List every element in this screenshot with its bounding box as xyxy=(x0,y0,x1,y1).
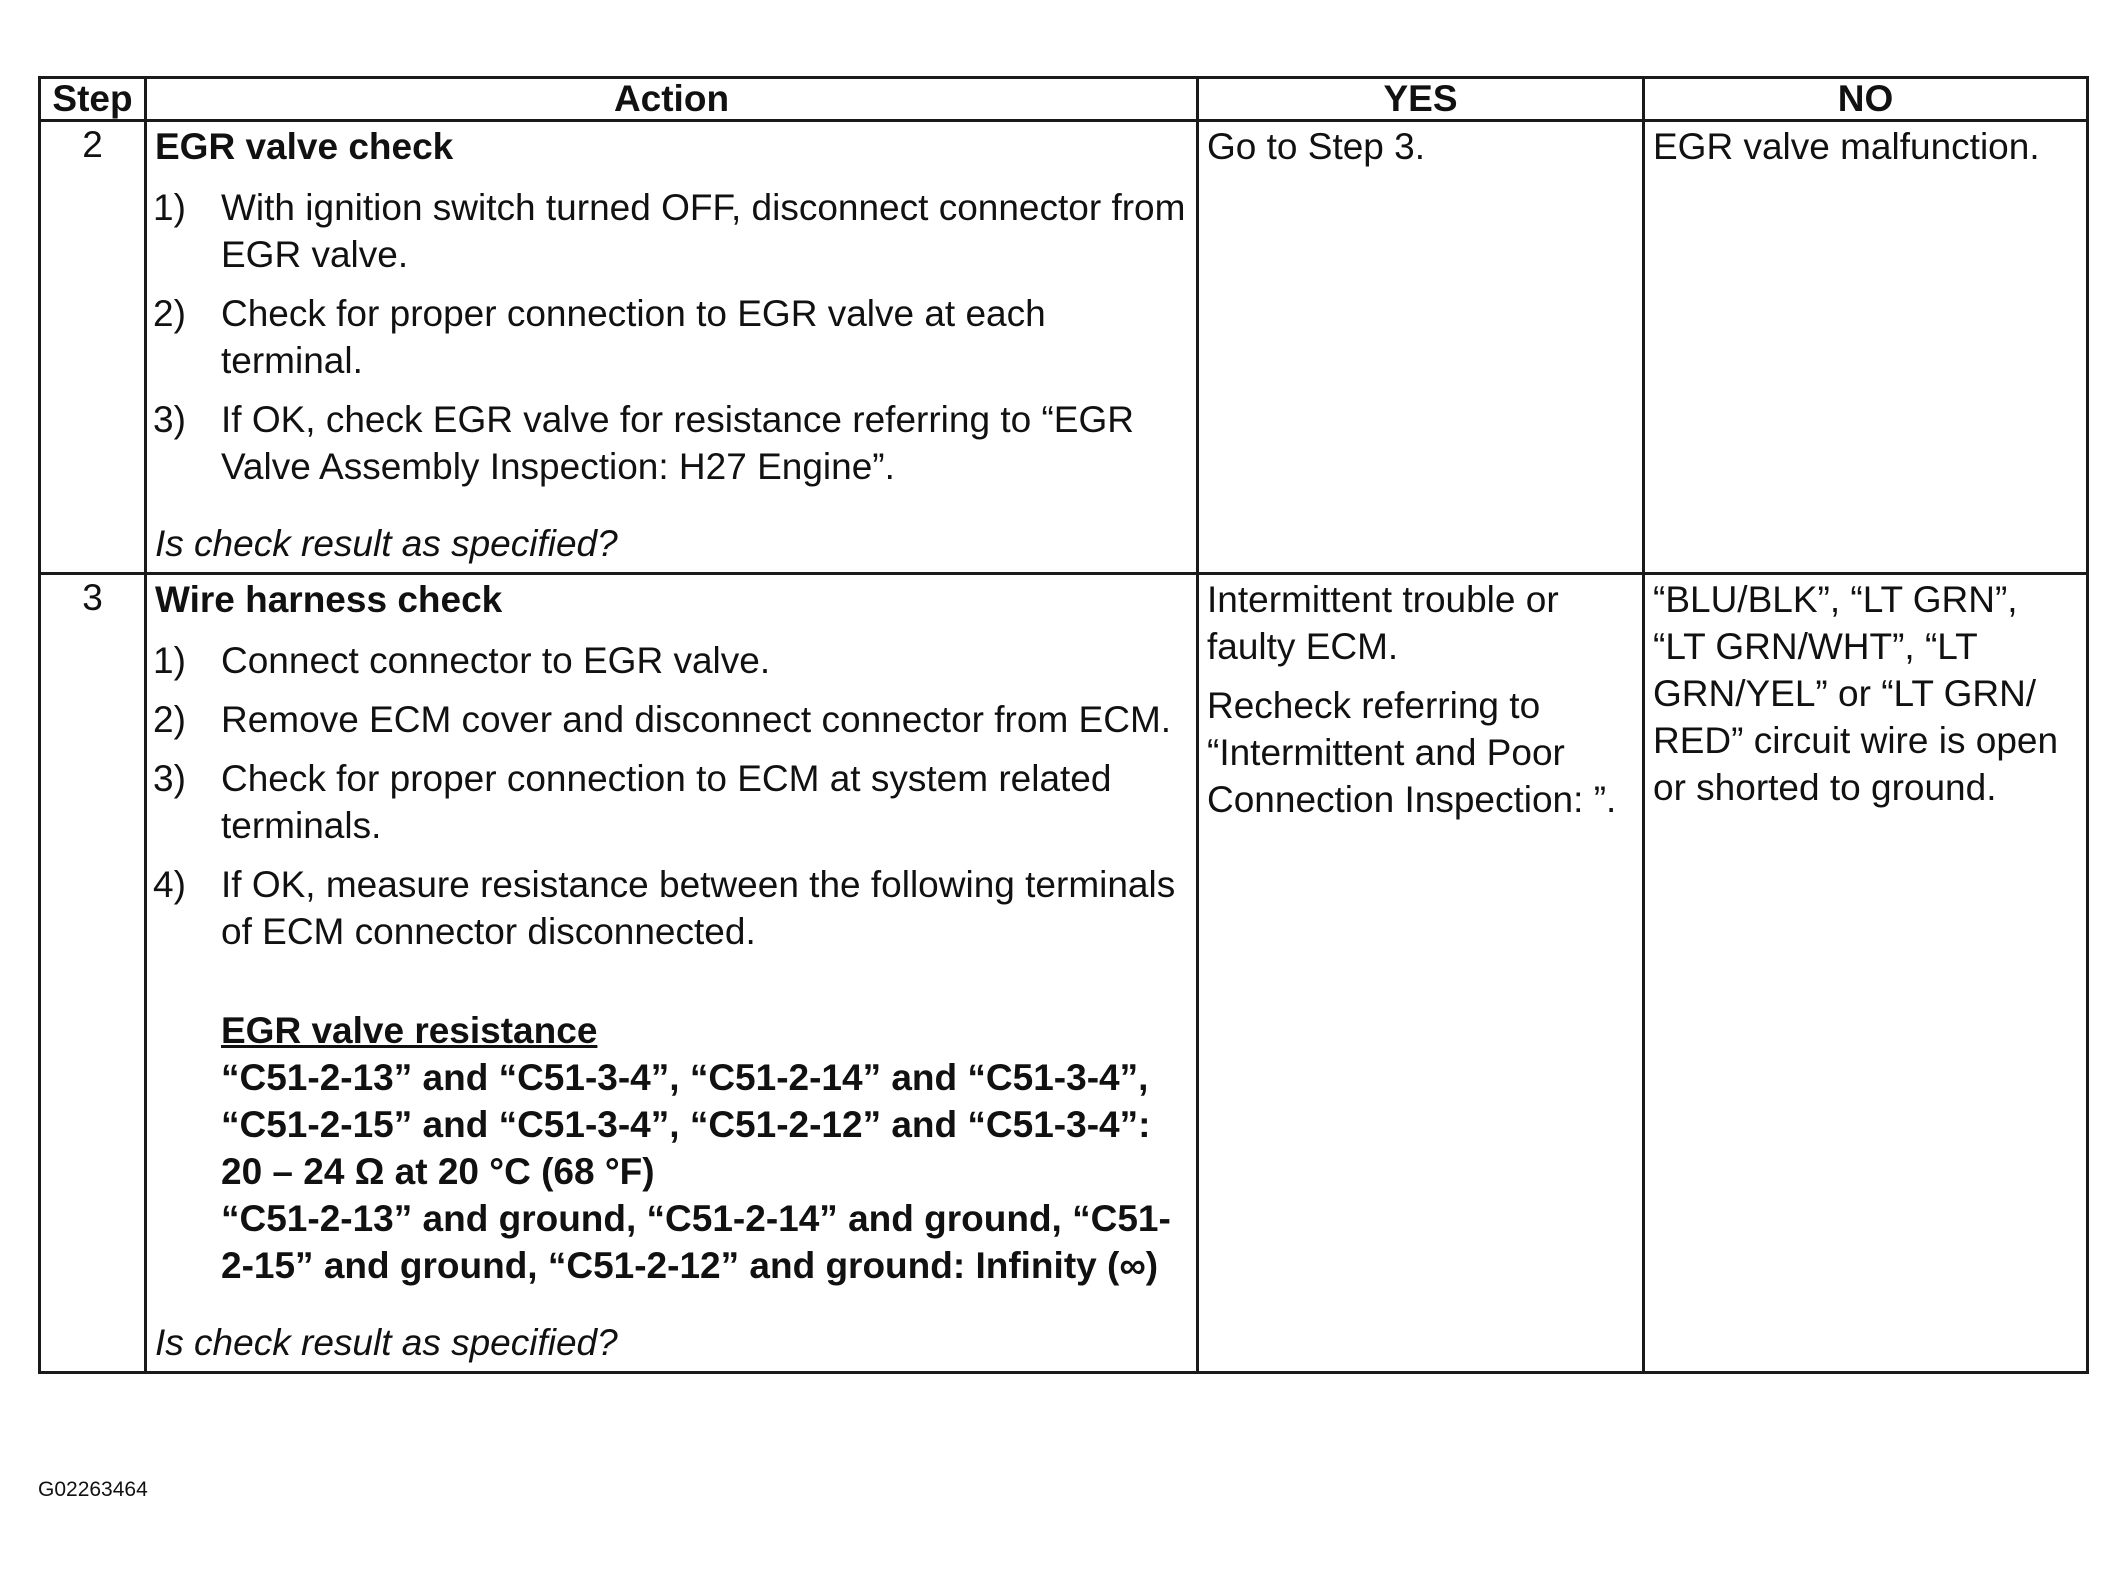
table-header-row xyxy=(40,78,2088,121)
procedure-text: With ignition switch turned OFF, disconnect connector from EGR valve. xyxy=(221,186,1186,275)
header-no: NO xyxy=(1644,78,2088,121)
procedure-item xyxy=(155,756,1188,850)
yes-text: Go to Step 3. xyxy=(1207,126,1426,167)
procedure-number: 2) xyxy=(153,292,186,334)
header-action: Action xyxy=(146,78,1198,121)
spec-line: “C51-2-13” and ground, “C51-2-14” and ground, “C51-2-15” and ground, “C51-2-12” and ground: Infinity (∞) xyxy=(221,1197,1171,1286)
procedure-text: If OK, check EGR valve for resistance referring to “EGR Valve Assembly Inspection: H27 Engine”. xyxy=(221,398,1134,487)
procedure-item xyxy=(155,397,1188,491)
procedure-item xyxy=(155,697,1188,744)
procedure-item xyxy=(155,185,1188,279)
spec-title: EGR valve resistance xyxy=(221,1009,598,1051)
procedure-item xyxy=(155,862,1188,956)
resistance-spec xyxy=(155,1008,1188,1290)
check-question: Is check result as specified? xyxy=(155,522,618,564)
procedure-list xyxy=(155,638,1188,956)
figure-id: G02263464 xyxy=(38,1478,148,1501)
yes-text: Intermittent trouble or faulty ECM. xyxy=(1207,578,1559,667)
procedure-text: If OK, measure resistance between the following terminals of ECM connector disconnected. xyxy=(221,863,1176,952)
procedure-number: 3) xyxy=(153,398,186,440)
action-cell xyxy=(146,121,1198,574)
procedure-item xyxy=(155,638,1188,685)
no-cell xyxy=(1644,121,2088,574)
check-title: EGR valve check xyxy=(155,126,454,167)
procedure-number: 1) xyxy=(153,186,186,228)
yes-text: Recheck referring to “Intermittent and Poor Connection Inspection: ”. xyxy=(1207,684,1617,820)
procedure-text: Remove ECM cover and disconnect connector from ECM. xyxy=(221,698,1172,740)
check-title: Wire harness check xyxy=(155,578,503,620)
table-row-step-2 xyxy=(40,121,2088,574)
yes-cell xyxy=(1198,573,1644,1372)
step-number: 2 xyxy=(40,121,146,574)
header-step: Step xyxy=(40,78,146,121)
action-cell xyxy=(146,573,1198,1372)
procedure-text: Check for proper connection to EGR valve at each terminal. xyxy=(221,292,1046,381)
table-row-step-3 xyxy=(40,573,2088,1372)
procedure-item xyxy=(155,291,1188,385)
diagnostic-table xyxy=(38,76,2089,1374)
no-text: “BLU/BLK”, “LT GRN”, “LT GRN/WHT”, “LT GRN/YEL” or “LT GRN/ RED” circuit wire is open or shorted to ground. xyxy=(1653,578,2059,808)
check-question: Is check result as specified? xyxy=(155,1321,618,1363)
no-text: EGR valve malfunction. xyxy=(1653,126,2040,167)
procedure-text: Check for proper connection to ECM at system related terminals. xyxy=(221,757,1112,846)
procedure-text: Connect connector to EGR valve. xyxy=(221,639,771,681)
procedure-number: 3) xyxy=(153,757,186,799)
procedure-number: 1) xyxy=(153,639,186,681)
procedure-number: 2) xyxy=(153,698,186,740)
no-cell xyxy=(1644,573,2088,1372)
procedure-number: 4) xyxy=(153,863,186,905)
header-yes: YES xyxy=(1198,78,1644,121)
procedure-list xyxy=(155,185,1188,491)
step-number: 3 xyxy=(40,573,146,1372)
spec-line: “C51-2-13” and “C51-3-4”, “C51-2-14” and “C51-3-4”, “C51-2-15” and “C51-3-4”, “C51-2-12” and “C51-3-4”: 20 – 24 Ω at 20 °C (68 °F) xyxy=(221,1056,1151,1192)
yes-cell xyxy=(1198,121,1644,574)
